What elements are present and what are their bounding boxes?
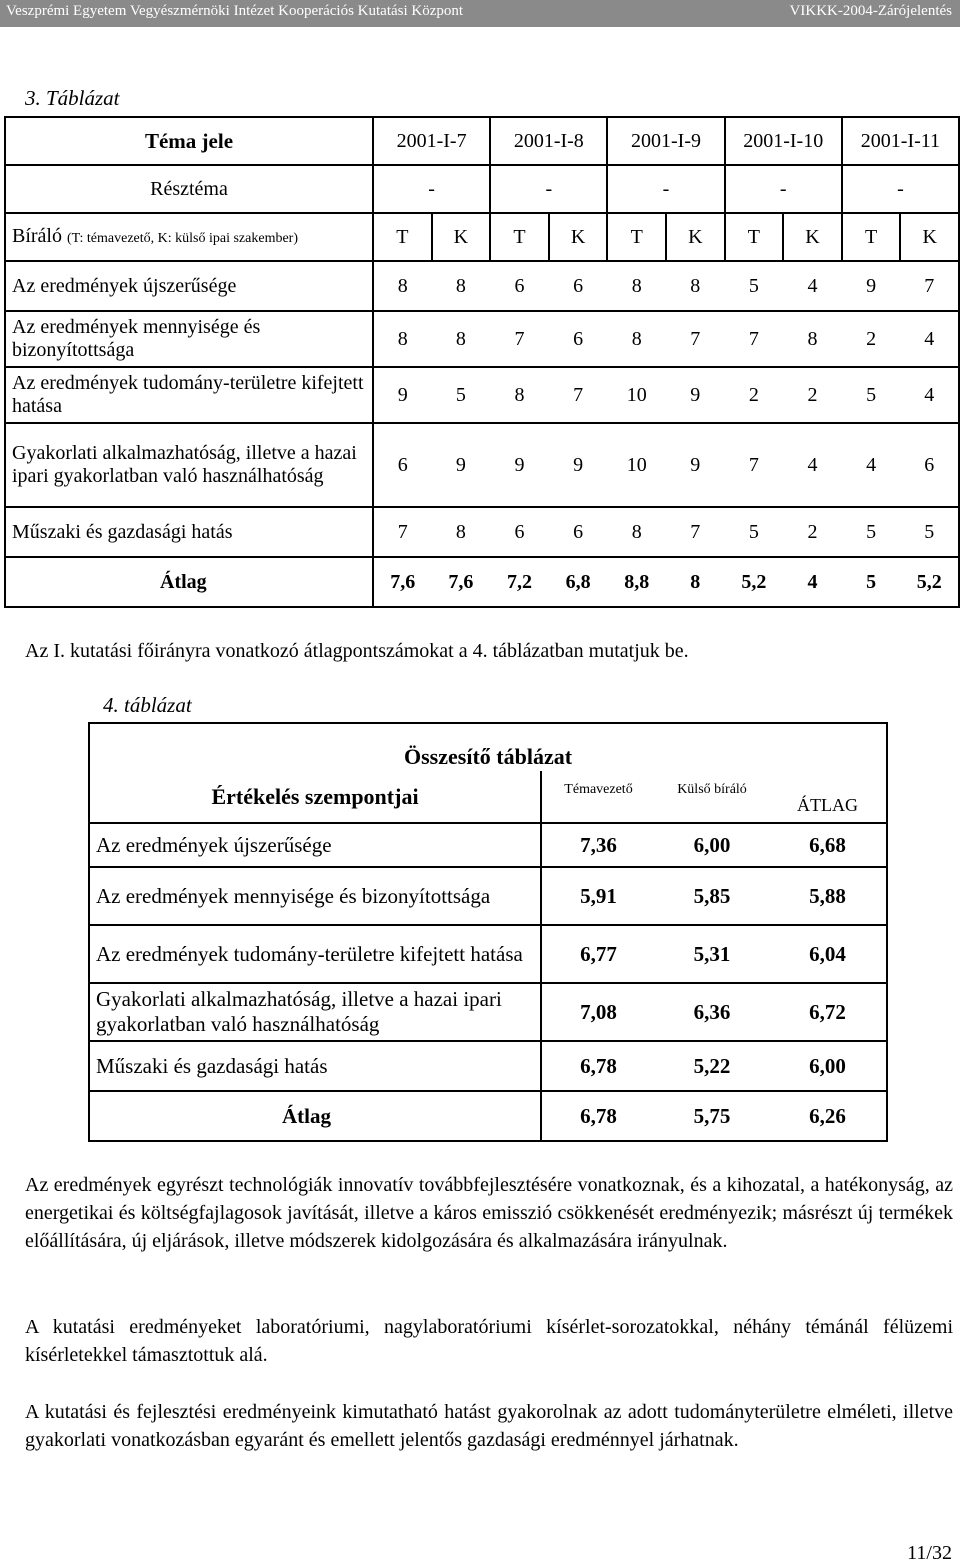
summary-cell: 5,31 <box>655 925 769 983</box>
summary-cell: 7,36 <box>541 823 655 867</box>
average-cell: 8 <box>666 557 725 607</box>
topic-cell: 2001-I-10 <box>725 117 842 165</box>
summary-cell: 6,78 <box>541 1041 655 1091</box>
average-cell: 7,2 <box>490 557 549 607</box>
average-cell: 5 <box>842 557 901 607</box>
score-cell: 7 <box>900 261 959 311</box>
score-cell: 5 <box>842 507 901 557</box>
average-cell: 5,2 <box>900 557 959 607</box>
summary-cell: 6,68 <box>769 823 887 867</box>
score-cell: 7 <box>373 507 432 557</box>
score-cell: 8 <box>607 261 666 311</box>
average-label: Átlag <box>89 1091 541 1141</box>
score-cell: 9 <box>549 423 608 507</box>
score-cell: 6 <box>900 423 959 507</box>
score-cell: 8 <box>783 311 842 367</box>
score-cell: 9 <box>666 423 725 507</box>
score-cell: 8 <box>666 261 725 311</box>
reviewer-cell: T <box>725 213 784 261</box>
subtopic-cell: - <box>842 165 959 213</box>
score-cell: 7 <box>549 367 608 423</box>
supervisor-header: Témavezető <box>541 771 655 823</box>
intro-paragraph: Az I. kutatási főirányra vonatkozó átlagpontszámokat a 4. táblázatban mutatjuk be. <box>25 640 689 662</box>
criterion-label: Az eredmények újszerűsége <box>5 261 373 311</box>
average-cell: 4 <box>783 557 842 607</box>
score-cell: 10 <box>607 423 666 507</box>
summary-cell: 5,91 <box>541 867 655 925</box>
score-cell: 5 <box>900 507 959 557</box>
page-header <box>0 0 960 27</box>
summary-cell: 5,85 <box>655 867 769 925</box>
score-cell: 6 <box>373 423 432 507</box>
score-cell: 8 <box>607 311 666 367</box>
reviewer-label: Bíráló <box>12 224 62 247</box>
score-cell: 6 <box>490 507 549 557</box>
reviewer-label-cell <box>5 213 373 261</box>
table4 <box>88 722 888 1142</box>
score-cell: 9 <box>373 367 432 423</box>
criterion-label: Az eredmények tudomány-területre kifejtett hatása <box>5 367 373 423</box>
summary-cell: 5,22 <box>655 1041 769 1091</box>
score-cell: 9 <box>432 423 491 507</box>
score-cell: 5 <box>725 507 784 557</box>
body-paragraph: A kutatási eredményeket laboratóriumi, nagylaboratóriumi kísérlet-sorozatokkal, néhány témánál félüzemi kísérletekkel támasztottuk alá. <box>25 1316 953 1366</box>
score-cell: 8 <box>373 261 432 311</box>
score-cell: 7 <box>666 311 725 367</box>
criterion-label: Gyakorlati alkalmazhatóság, illetve a hazai ipari gyakorlatban való használhatóság <box>89 983 541 1041</box>
subtopic-cell: - <box>607 165 724 213</box>
average-cell: 6,8 <box>549 557 608 607</box>
reviewer-cell: K <box>432 213 491 261</box>
score-cell: 8 <box>373 311 432 367</box>
score-cell: 5 <box>432 367 491 423</box>
score-cell: 9 <box>842 261 901 311</box>
reviewer-cell: K <box>900 213 959 261</box>
subtopic-cell: - <box>490 165 607 213</box>
score-cell: 8 <box>432 311 491 367</box>
score-cell: 6 <box>549 261 608 311</box>
topic-cell: 2001-I-7 <box>373 117 490 165</box>
criterion-label: Az eredmények tudomány-területre kifejtett hatása <box>89 925 541 983</box>
summary-cell: 6,77 <box>541 925 655 983</box>
topic-cell: 2001-I-8 <box>490 117 607 165</box>
average-cell: 7,6 <box>432 557 491 607</box>
score-cell: 5 <box>725 261 784 311</box>
criterion-label: Az eredmények újszerűsége <box>89 823 541 867</box>
header-institute: Veszprémi Egyetem Vegyészmérnöki Intézet Kooperációs Kutatási Központ <box>6 3 464 19</box>
score-cell: 8 <box>432 507 491 557</box>
score-cell: 9 <box>490 423 549 507</box>
header-report-id: VIKKK-2004-Zárójelentés <box>789 3 952 19</box>
summary-cell: 6,04 <box>769 925 887 983</box>
topic-cell: 2001-I-11 <box>842 117 959 165</box>
criterion-label: Az eredmények mennyisége és bizonyítottsága <box>89 867 541 925</box>
reviewer-cell: K <box>783 213 842 261</box>
score-cell: 2 <box>725 367 784 423</box>
summary-cell: 5,88 <box>769 867 887 925</box>
score-cell: 8 <box>607 507 666 557</box>
score-cell: 2 <box>783 367 842 423</box>
average-cell: 6,26 <box>769 1091 887 1141</box>
topic-cell: 2001-I-9 <box>607 117 724 165</box>
summary-cell: 6,00 <box>769 1041 887 1091</box>
reviewer-cell: K <box>549 213 608 261</box>
subtopic-cell: - <box>725 165 842 213</box>
reviewer-note: (T: témavezető, K: külső ipai szakember) <box>67 230 298 246</box>
score-cell: 7 <box>490 311 549 367</box>
score-cell: 7 <box>666 507 725 557</box>
criterion-label: Műszaki és gazdasági hatás <box>5 507 373 557</box>
score-cell: 2 <box>783 507 842 557</box>
reviewer-cell: K <box>666 213 725 261</box>
average-cell: 5,2 <box>725 557 784 607</box>
summary-cell: 6,00 <box>655 823 769 867</box>
summary-cell: 6,36 <box>655 983 769 1041</box>
body-paragraph: Az eredmények egyrészt technológiák innovatív továbbfejlesztésére vonatkoznak, és a kihozatal, a hatékonyság, az energetikai és költségfajlagosok javítását, illetve a káros emisszió csökkenését eredményezik; másrészt új termékek előállítására, új eljárások, illetve módszerek kidolgozására és alkalmazására irányulnak. <box>25 1174 953 1252</box>
score-cell: 4 <box>900 311 959 367</box>
subtopic-label: Résztéma <box>5 165 373 213</box>
average-header: ÁTLAG <box>769 771 887 823</box>
criterion-label: Műszaki és gazdasági hatás <box>89 1041 541 1091</box>
average-cell: 8,8 <box>607 557 666 607</box>
score-cell: 6 <box>549 507 608 557</box>
reviewer-cell: T <box>373 213 432 261</box>
score-cell: 9 <box>666 367 725 423</box>
summary-cell: 7,08 <box>541 983 655 1041</box>
score-cell: 5 <box>842 367 901 423</box>
score-cell: 7 <box>725 311 784 367</box>
score-cell: 4 <box>783 261 842 311</box>
average-label: Átlag <box>5 557 373 607</box>
body-paragraph: A kutatási és fejlesztési eredményeink kimutatható hatást gyakorolnak az adott tudományterületre elméleti, illetve gyakorlati vonatkozásban egyaránt és emellett jelentős gazdasági eredménnyel járhatnak. <box>25 1401 953 1451</box>
summary-cell: 6,72 <box>769 983 887 1041</box>
average-cell: 7,6 <box>373 557 432 607</box>
score-cell: 10 <box>607 367 666 423</box>
reviewer-cell: T <box>490 213 549 261</box>
reviewer-cell: T <box>607 213 666 261</box>
criteria-header: Értékelés szempontjai <box>89 771 541 823</box>
page-number: 11/32 <box>907 1542 952 1564</box>
score-cell: 6 <box>549 311 608 367</box>
criterion-label: Az eredmények mennyisége és bizonyítottsága <box>5 311 373 367</box>
score-cell: 8 <box>490 367 549 423</box>
table4-caption: 4. táblázat <box>103 693 192 717</box>
table4-title: Összesítő táblázat <box>89 723 887 771</box>
score-cell: 4 <box>900 367 959 423</box>
table3 <box>4 116 960 608</box>
external-header: Külső bíráló <box>655 771 769 823</box>
table3-caption: 3. Táblázat <box>25 86 120 110</box>
score-cell: 6 <box>490 261 549 311</box>
topic-label: Téma jele <box>5 117 373 165</box>
score-cell: 4 <box>783 423 842 507</box>
score-cell: 8 <box>432 261 491 311</box>
criterion-label: Gyakorlati alkalmazhatóság, illetve a hazai ipari gyakorlatban való használhatóság <box>5 423 373 507</box>
score-cell: 4 <box>842 423 901 507</box>
subtopic-cell: - <box>373 165 490 213</box>
average-cell: 6,78 <box>541 1091 655 1141</box>
score-cell: 2 <box>842 311 901 367</box>
average-cell: 5,75 <box>655 1091 769 1141</box>
reviewer-cell: T <box>842 213 901 261</box>
score-cell: 7 <box>725 423 784 507</box>
